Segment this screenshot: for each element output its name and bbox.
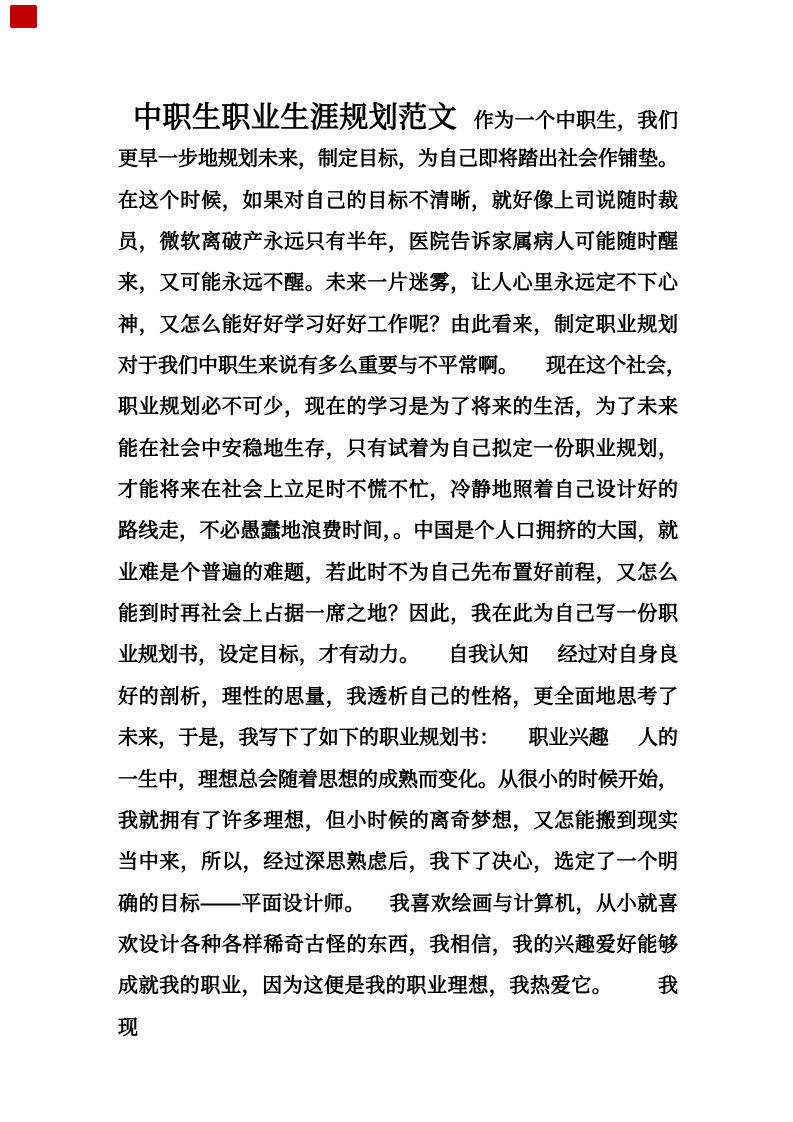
text-run: 路线走，不必愚蠢地浪费时间，。中国是个人口拥挤的大国，就 — [118, 520, 678, 543]
document-line — [118, 346, 686, 387]
text-run: 欢设计各种各样稀奇古怪的东西，我相信，我的兴趣爱好能够 — [118, 933, 678, 956]
text-run: 现在这个社会， — [546, 355, 686, 378]
document-line — [118, 677, 678, 718]
document-line — [118, 553, 678, 594]
document-line — [118, 181, 678, 222]
document-line — [118, 760, 678, 801]
text-gap — [365, 908, 389, 910]
document-line — [118, 429, 678, 470]
text-run: 人的 — [637, 727, 679, 750]
document-line — [118, 222, 678, 263]
document-line — [118, 925, 678, 966]
document-title: 中职生职业生涯规划范文 — [133, 102, 458, 134]
text-gap — [499, 742, 528, 744]
text-gap — [529, 659, 558, 661]
text-run: 才能将来在社会上立足时不慌不忙，冷静地照着自己设计好的 — [118, 479, 678, 502]
text-run: 自我认知 — [448, 644, 529, 667]
document-line — [118, 635, 678, 676]
document-body — [118, 98, 686, 1039]
document-line — [118, 387, 678, 428]
text-run: 作为一个中职生，我们 — [473, 110, 678, 132]
text-run: 业难是个普遍的难题，若此时不为自己先布置好前程，又怎么 — [118, 561, 678, 584]
text-run: 未来，于是，我写下了如下的职业规划书： — [118, 727, 500, 750]
text-run: 职业规划必不可少，现在的学习是为了将来的生活，为了未来 — [118, 396, 678, 419]
text-run: 更早一步地规划未来，制定目标，为自己即将踏出社会作铺垫。 — [118, 148, 678, 171]
document-line — [118, 511, 678, 552]
text-run: 职业兴趣 — [528, 727, 609, 750]
text-run: 来，又可能永远不醒。未来一片迷雾，让人心里永远定不下心 — [118, 272, 678, 295]
text-run: 员，微软离破产永远只有半年，医院告诉家属病人可能随时醒 — [118, 231, 678, 254]
document-line — [118, 884, 678, 925]
text-run: 我现 — [118, 975, 679, 1039]
document-line — [118, 139, 678, 180]
text-gap — [612, 990, 657, 992]
text-run: 一生中，理想总会随着思想的成熟而变化。从很小的时候开始， — [118, 768, 678, 791]
text-run: 成就我的职业，因为这便是我的职业理想，我热爱它。 — [118, 975, 613, 998]
document-line — [118, 594, 678, 635]
text-run: 经过对自身良 — [557, 644, 679, 667]
document-line — [118, 718, 678, 759]
text-gap — [419, 659, 448, 661]
text-run: 能到时再社会上占据一席之地？因此，我在此为自己写一份职 — [118, 603, 678, 626]
red-corner-mark — [10, 5, 37, 28]
text-run: 在这个时候，如果对自己的目标不清晰，就好像上司说随时裁 — [118, 189, 678, 212]
text-run: 我喜欢绘画与计算机，从小就喜 — [389, 892, 679, 915]
document-line — [118, 801, 678, 842]
text-run: 我就拥有了许多理想，但小时候的离奇梦想，又怎能搬到现实 — [118, 809, 678, 832]
document-line — [118, 966, 679, 1039]
document-line — [118, 98, 678, 139]
text-run: 神，又怎么能好好学习好好工作呢？由此看来，制定职业规划 — [118, 313, 678, 336]
text-run: 对于我们中职生来说有多么重要与不平常啊。 — [118, 355, 518, 378]
text-gap — [457, 125, 473, 127]
text-run: 当中来，所以，经过深思熟虑后，我下了决心，选定了一个明 — [118, 851, 678, 874]
document-line — [118, 263, 678, 304]
text-gap — [518, 370, 546, 372]
document-line — [118, 305, 678, 346]
text-gap — [609, 742, 638, 744]
text-run: 好的剖析，理性的思量，我透析自己的性格，更全面地思考了 — [118, 685, 678, 708]
text-run: 确的目标——平面设计师。 — [118, 892, 366, 915]
document-line — [118, 842, 678, 883]
document-line — [118, 470, 678, 511]
text-run: 业规划书，设定目标，才有动力。 — [118, 644, 420, 667]
text-run: 能在社会中安稳地生存，只有试着为自己拟定一份职业规划， — [118, 437, 678, 460]
